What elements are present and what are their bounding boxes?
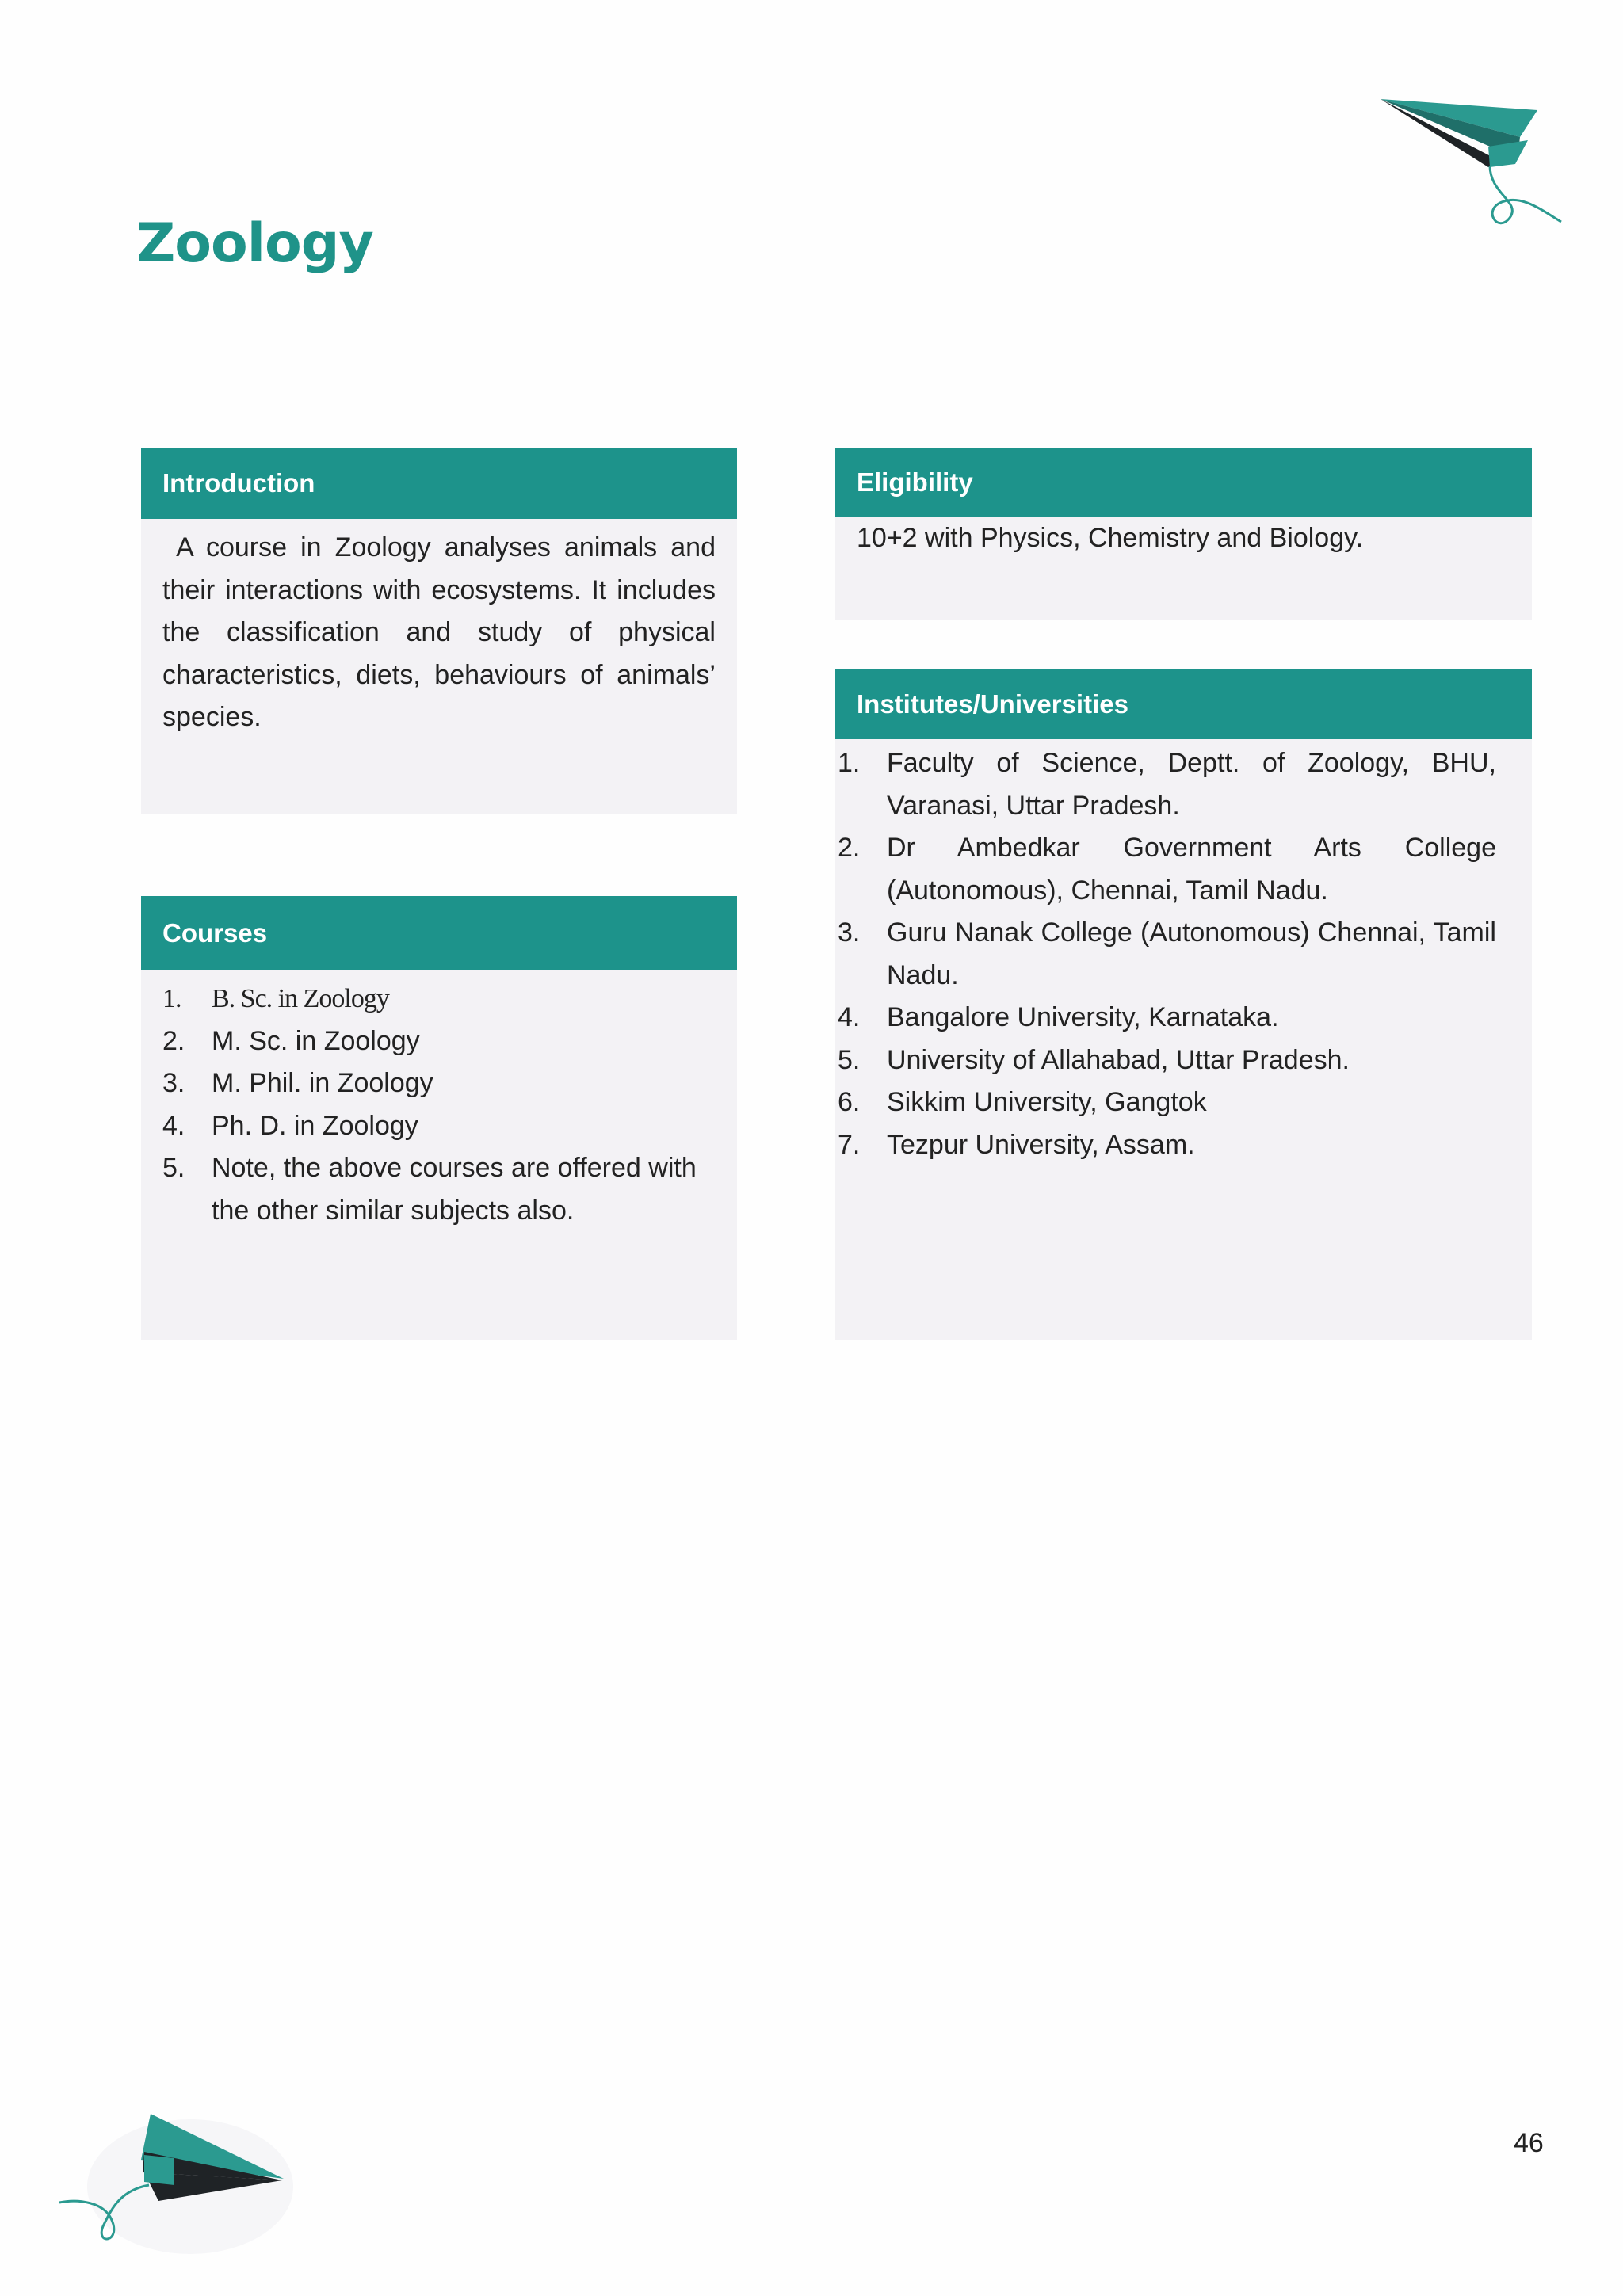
institutes-header: Institutes/Universities [835, 669, 1532, 739]
eligibility-card [835, 448, 1532, 620]
list-number: 3. [162, 1068, 185, 1098]
list-text: University of Allahabad, Uttar Pradesh. [887, 1044, 1350, 1075]
list-text: Ph. D. in Zoology [212, 1110, 418, 1141]
list-text: M. Phil. in Zoology [212, 1068, 433, 1098]
list-number: 2. [838, 833, 861, 863]
list-text: Dr Ambedkar Government Arts College (Autonomous), Chennai, Tamil Nadu. [887, 833, 1496, 906]
introduction-card [141, 448, 737, 814]
paper-plane-icon [1371, 91, 1569, 234]
list-text: Note, the above courses are offered with the other similar subjects also. [212, 1153, 697, 1226]
courses-card [141, 896, 737, 1340]
list-item [162, 1062, 716, 1105]
list-item [838, 742, 1496, 827]
list-text: B. Sc. in Zoology [212, 984, 389, 1013]
list-number: 2. [162, 1025, 185, 1056]
list-item [162, 1105, 716, 1148]
list-item [838, 1039, 1496, 1082]
list-number: 4. [162, 1110, 185, 1141]
list-text: Guru Nanak College (Autonomous) Chennai, Tamil Nadu. [887, 917, 1496, 990]
list-number: 7. [838, 1129, 861, 1160]
institutes-card [835, 669, 1532, 1340]
page-title: Zoology [136, 212, 373, 275]
list-number: 1. [162, 984, 181, 1013]
list-number: 4. [838, 1002, 861, 1032]
list-item [838, 997, 1496, 1039]
list-number: 1. [838, 748, 861, 778]
list-text: Tezpur University, Assam. [887, 1129, 1195, 1160]
page-number: 46 [1514, 2128, 1544, 2158]
list-number: 5. [162, 1153, 185, 1183]
list-item [838, 1081, 1496, 1124]
list-number: 3. [838, 917, 861, 948]
list-text: Sikkim University, Gangtok [887, 1087, 1207, 1117]
list-text: Faculty of Science, Deptt. of Zoology, BHU, Varanasi, Uttar Pradesh. [887, 748, 1496, 821]
introduction-header: Introduction [141, 448, 737, 519]
list-item [838, 912, 1496, 997]
list-item [838, 827, 1496, 912]
paper-plane-icon [55, 2100, 309, 2258]
list-number: 5. [838, 1044, 861, 1075]
list-item [162, 1147, 716, 1232]
list-text: M. Sc. in Zoology [212, 1025, 420, 1056]
eligibility-header: Eligibility [835, 448, 1532, 517]
list-number: 6. [838, 1087, 861, 1117]
institutes-list [835, 739, 1532, 1166]
courses-list [141, 970, 737, 1232]
courses-header: Courses [141, 896, 737, 970]
list-item [162, 978, 716, 1020]
list-item [162, 1020, 716, 1063]
list-item [838, 1124, 1496, 1167]
eligibility-text: 10+2 with Physics, Chemistry and Biology. [857, 523, 1364, 553]
introduction-text: A course in Zoology analyses animals and their interactions with ecosystems. It includes the classification and study of physical characteristics, diets, behaviours of animals’ species. [162, 532, 724, 732]
list-text: Bangalore University, Karnataka. [887, 1002, 1279, 1032]
